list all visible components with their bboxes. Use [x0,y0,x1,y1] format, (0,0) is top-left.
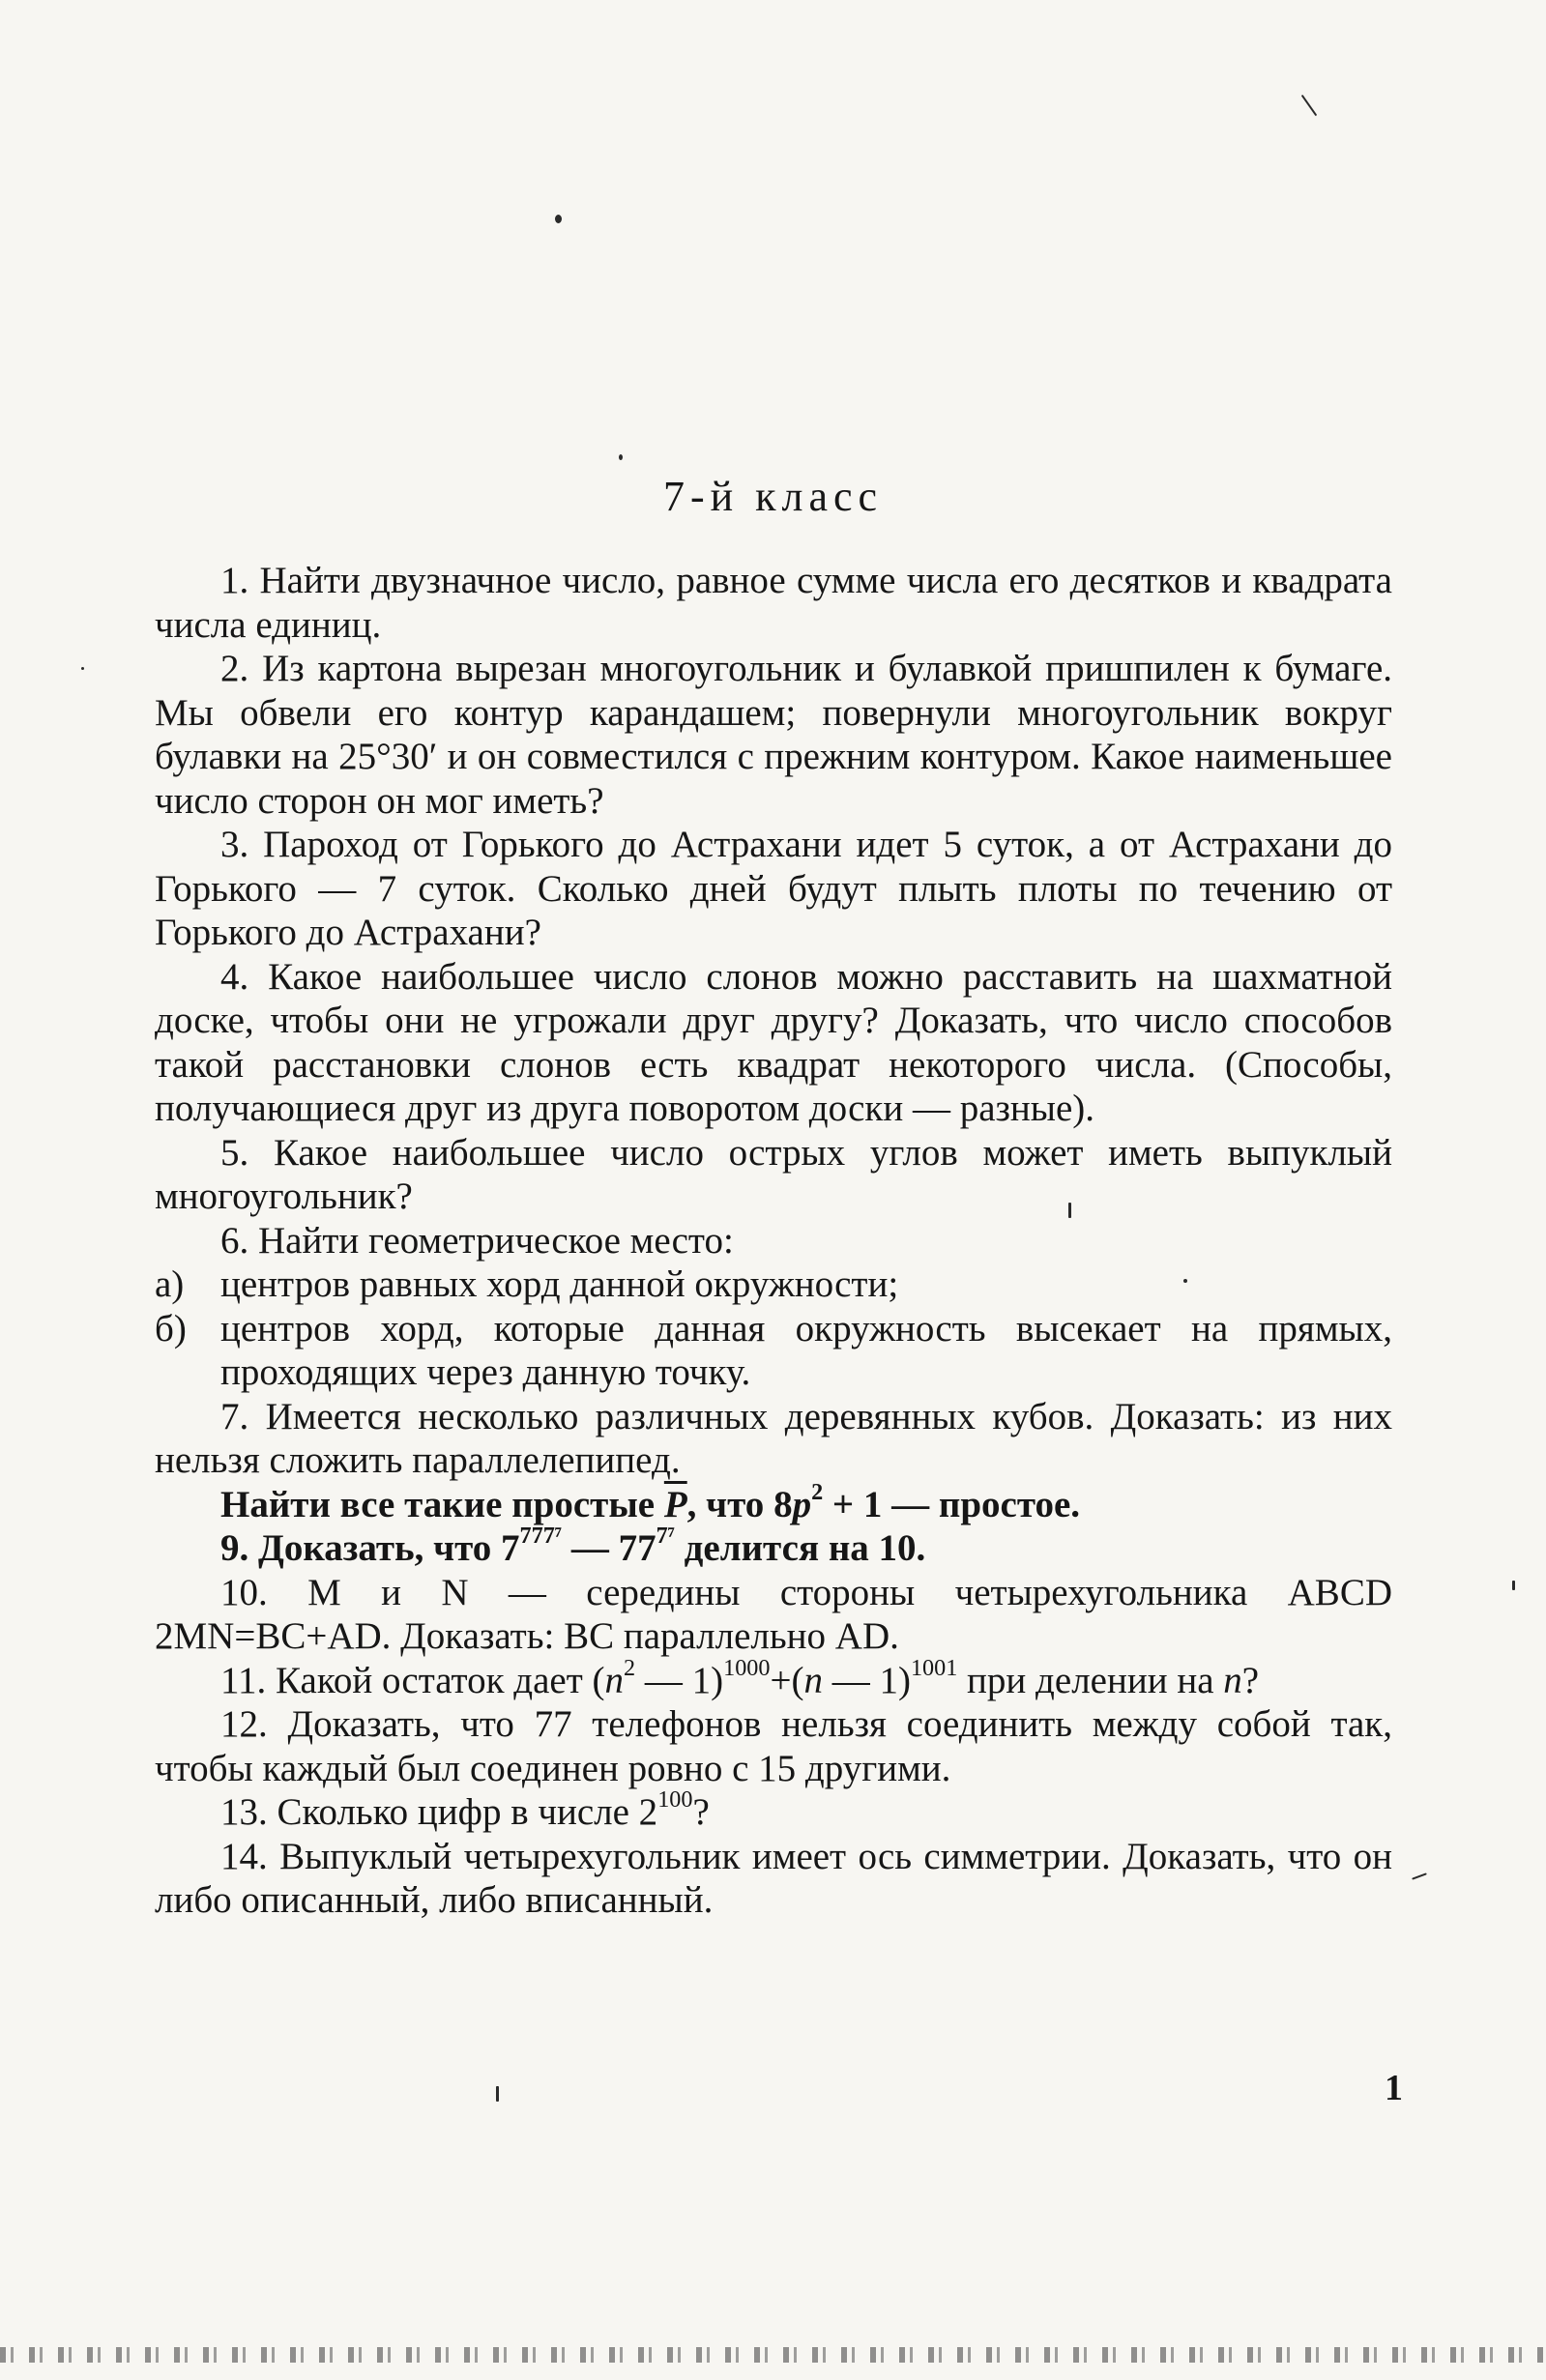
problem-3: 3. Пароход от Горького до Астрахани идет 5 суток, а от Астрахани до Горького — 7 суток. Сколько дней будут плыть плоты по течению от Горького до Астрахани? [155,824,1392,953]
problem-11-middle1: — 1) [635,1659,724,1701]
problem-8-base: p [792,1483,812,1525]
problem-10: 10. M и N — середины стороны четырехугольника ABCD 2MN=BC+AD. Доказать: BC параллельно AD. [155,1571,1392,1657]
problem-9 [155,1522,1392,1571]
page-number: 1 [1385,2068,1403,2108]
page-title: 7-й класс [662,473,884,520]
problem-6-item-b [155,1307,1392,1395]
scan-edge-artifact [0,2347,1546,2363]
problem-8-coef: 8 [773,1483,793,1525]
problem-11-middle3: — 1) [822,1659,911,1701]
problem-13-prefix: 13. Сколько цифр в числе 2 [220,1791,658,1833]
problem-9-prefix: 9. Доказать, что 7 [220,1527,520,1569]
scan-speck [555,215,562,223]
scan-speck [1183,1279,1187,1283]
scan-speck [496,2086,499,2102]
item-label: а) [155,1263,185,1305]
problem-7: 7. Имеется несколько различных деревянных кубов. Доказать: из них нельзя сложить параллелепипед. [155,1395,1392,1481]
problem-8-middle: , что [686,1483,774,1525]
problem-11-base2: n [803,1659,823,1701]
problem-11-prefix: 11. Какой остаток дает ( [220,1659,605,1701]
problem-6: 6. Найти геометрическое место: [220,1219,734,1262]
problem-5: 5. Какое наибольшее число острых углов может иметь выпуклый многоугольник? [155,1131,1392,1217]
item-text: центров хорд, которые данная окружность высекает на прямых, проходящих через данную точку. [220,1307,1392,1393]
problem-11-base3: n [1223,1659,1242,1701]
problem-9-middle: — 77 [562,1527,656,1569]
item-text: центров равных хорд данной окружности; [220,1263,899,1305]
problem-8 [155,1478,1392,1527]
scan-speck [619,454,623,460]
problem-8-suffix: + 1 — простое. [823,1483,1081,1525]
scan-speck [81,667,84,670]
problem-12: 12. Доказать, что 77 телефонов нельзя соединить между собой так, чтобы каждый был соединен ровно с 15 другими. [155,1703,1392,1789]
problem-9-exp1: 777⁷ [519,1522,563,1549]
problem-6-item-a [155,1263,1392,1307]
problem-8-exp: 2 [811,1478,824,1505]
problem-11-base1: n [604,1659,625,1701]
problem-list [155,559,1392,1923]
problem-11-middle4: при делении на [957,1659,1224,1701]
problem-11-suffix: ? [1241,1659,1260,1701]
problem-8-var: $\overline{P}$ [663,1483,687,1525]
problem-8-prefix: Найти все такие простые [220,1483,664,1525]
scan-speck [1068,1203,1071,1218]
problem-9-suffix: делится на 10. [674,1527,926,1569]
problem-1: 1. Найти двузначное число, равное сумме числа его десятков и квадрата числа единиц. [155,560,1392,646]
scan-speck [1301,95,1318,116]
problem-11-exp2: 1000 [723,1654,771,1681]
problem-14: 14. Выпуклый четырехугольник имеет ось симметрии. Доказать, что он либо описанный, либо вписанный. [155,1835,1392,1921]
problem-11 [155,1654,1392,1703]
problem-13-exp: 100 [657,1785,693,1813]
problem-4: 4. Какое наибольшее число слонов можно расставить на шахматной доске, чтобы они не угрожали друг другу? Доказать, что число способов такой расстановки слонов есть квадрат некоторого числа. (Способы, получающиеся друг из друга поворотом доски — разные). [155,955,1392,1129]
problem-9-exp2: 7⁷ [656,1522,675,1549]
problem-11-middle2: +( [770,1659,804,1701]
problem-13-suffix: ? [692,1791,710,1833]
problem-11-exp3: 1001 [910,1654,958,1681]
problem-2: 2. Из картона вырезан многоугольник и булавкой пришпилен к бумаге. Мы обвели его контур карандашем; повернули многоугольник вокруг булавки на 25°30′ и он совместился с прежним контуром. Какое наименьшее число сторон он мог иметь? [155,648,1392,822]
item-label: б) [155,1307,187,1350]
problem-11-exp1: 2 [624,1654,636,1681]
scan-speck [1512,1581,1515,1590]
problem-13 [155,1785,1392,1835]
scan-speck [1412,1872,1427,1879]
